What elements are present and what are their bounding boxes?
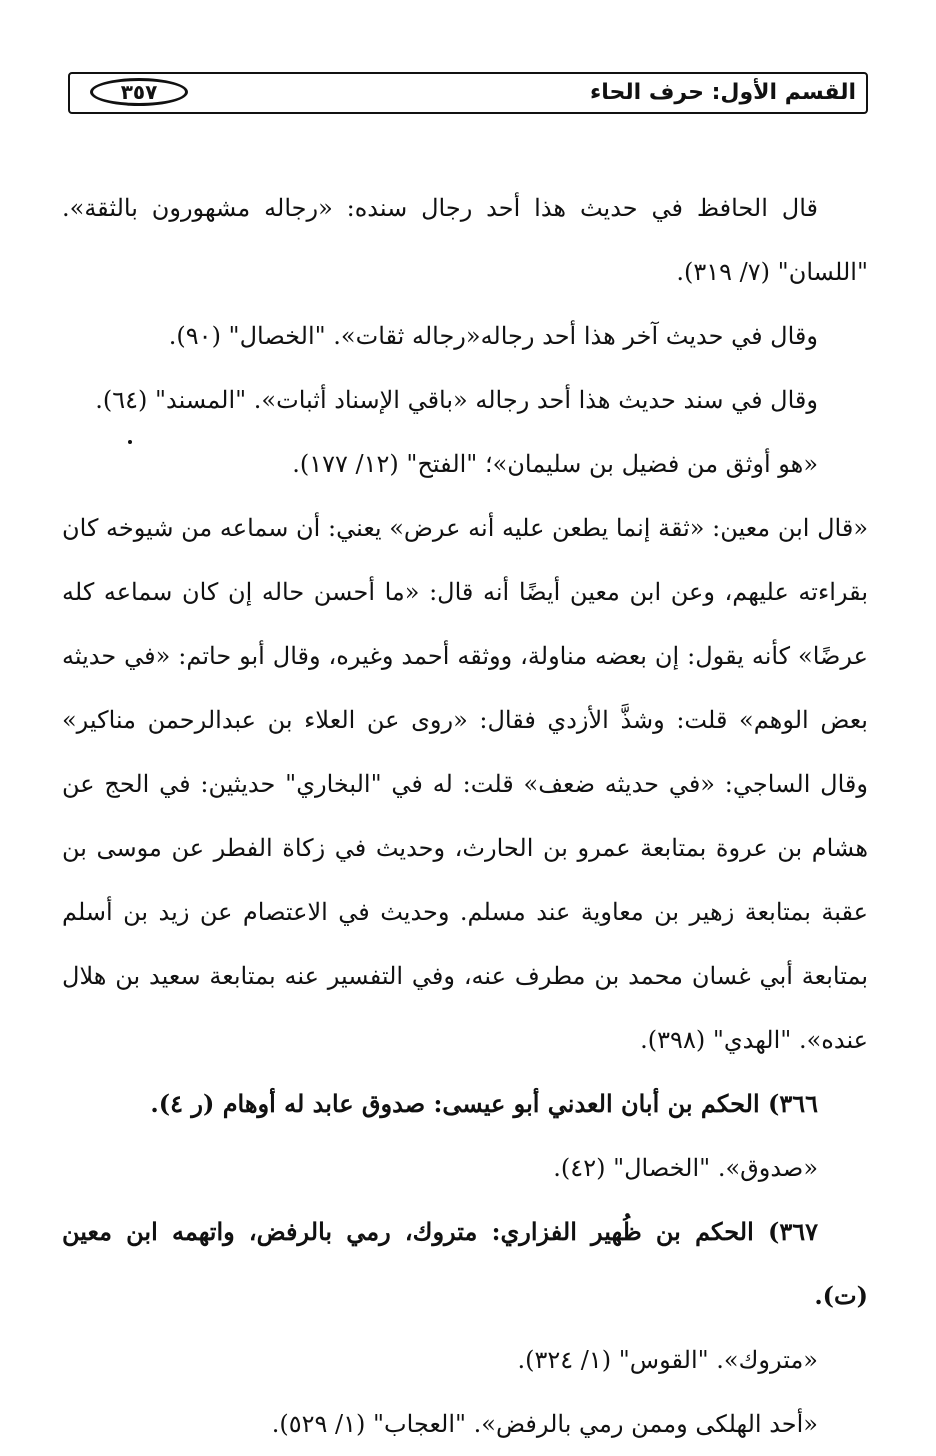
paragraph-entry-366-khisal: «صدوق». "الخصال" (٤٢). — [553, 1154, 818, 1182]
page-number: ٣٥٧ — [90, 78, 188, 106]
paragraph-fath: «هو أوثق من فضيل بن سليمان»؛ "الفتح" (١٢/ ١٧٧). — [292, 450, 818, 478]
page-body — [62, 176, 868, 1456]
paragraph-entry-367-ujab: «أحد الهلكى وممن رمي بالرفض». "العجاب" (١/ ٥٢٩). — [271, 1410, 818, 1438]
page-header — [68, 72, 868, 114]
paragraph-entry-367-qaws: «متروك». "القوس" (١/ ٣٢٤). — [517, 1346, 818, 1374]
paragraph-hady: «قال ابن معين: «ثقة إنما يطعن عليه أنه عرض» يعني: أن سماعه من شيوخه كان بقراءته عليهم، وعن ابن معين أيضًا أنه قال: «ما أحسن حاله إن كان سماعه كله عرضًا» كأنه يقول: إن بعضه مناولة، ووثقه أحمد وغيره، وقال أبو حاتم: «في حديثه بعض الوهم» قلت: وشذَّ الأزدي فقال: «روى عن العلاء بن عبدالرحمن مناكير» وقال الساجي: «في حديثه ضعف» قلت: له في "البخاري" حديثين: في الحج عن هشام بن عروة بمتابعة عمرو بن الحارث، وحديث في زكاة الفطر عن موسى بن عقبة بمتابعة زهير بن معاوية عند مسلم. وحديث في الاعتصام عن زيد بن أسلم بمتابعة أبي غسان محمد بن مطرف عنه، وفي التفسير عنه بمتابعة سعيد بن هلال عنده». "الهدي" (٣٩٨). — [62, 514, 868, 1054]
entry-367: ٣٦٧) الحكم بن ظُهير الفزاري: متروك، رمي بالرفض، واتهمه ابن معين (ت). — [62, 1217, 868, 1310]
header-title: القسم الأول: حرف الحاء — [590, 80, 856, 105]
paragraph-lisan: قال الحافظ في حديث هذا أحد رجال سنده: «رجاله مشهورون بالثقة». "اللسان" (٧/ ٣١٩). — [62, 194, 868, 286]
paragraph-musnad: وقال في سند حديث هذا أحد رجاله «باقي الإسناد أثبات». "المسند" (٦٤). — [95, 386, 818, 414]
entry-366: ٣٦٦) الحكم بن أبان العدني أبو عيسى: صدوق عابد له أوهام (ر ٤). — [150, 1089, 818, 1118]
paragraph-khisal: وقال في حديث آخر هذا أحد رجاله«رجاله ثقات». "الخصال" (٩٠). — [168, 322, 818, 350]
